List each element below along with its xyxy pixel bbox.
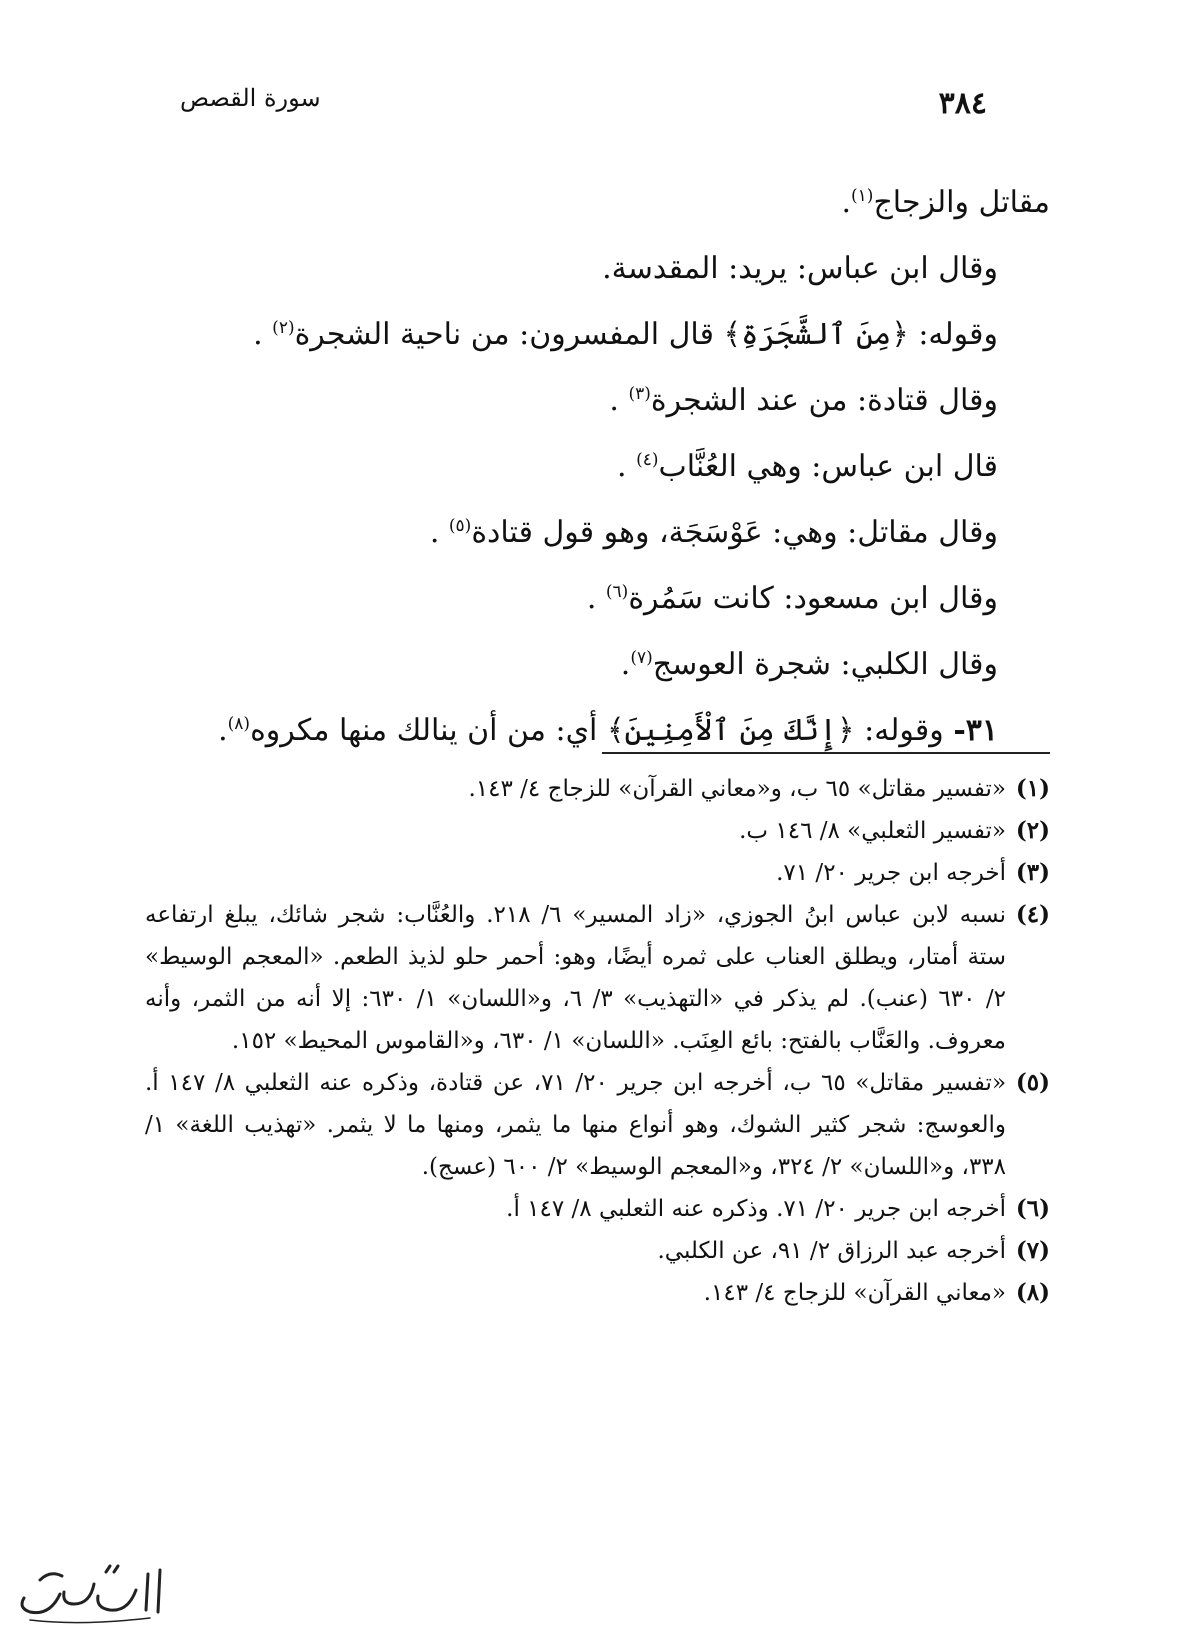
text-line-5: قال ابن عباس: وهي العُنَّاب$^{(٤)}$ . [617, 449, 998, 484]
footnotes [145, 768, 1050, 1314]
text-line-1: مقاتل والزجاج$^{(١)}$. [841, 185, 1050, 220]
footnote-ref-5[interactable]: (٥) [448, 516, 472, 536]
running-title: سورة القصص [180, 84, 321, 112]
footnote-ref-7[interactable]: (٧) [630, 648, 653, 668]
watermark-logo [10, 1560, 170, 1630]
footnote-7 [145, 1230, 1050, 1272]
footnote-mark: (٥) [1015, 1069, 1050, 1096]
quran-quote: ﴿إِنَّكَ مِنَ ٱلْأَمِنِينَ﴾ [606, 713, 855, 748]
text-line-7: وقال ابن مسعود: كانت سَمُرة$^{(٦)}$ . [586, 581, 998, 616]
footnote-2 [145, 810, 1050, 852]
text-line-8: وقال الكلبي: شجرة العوسج$^{(٧)}$. [620, 647, 998, 682]
footnote-mark: (٧) [1015, 1237, 1050, 1264]
footnote-text: نسبه لابن عباس ابنُ الجوزي، «زاد المسير» ٦/ ٢١٨. والعُنَّاب: شجر شائك، يبلغ ارتفاعه ستة أمتار، ويطلق العناب على ثمره أيضًا، وهو: أحمر حلو لذيذ الطعم. «المعجم الوسيط» ٢/ ٦٣٠ (عنب). لم يذكر في «التهذيب» ٣/ ٦، و«اللسان» ١/ ٦٣٠: إلا أنه من الثمر، وأنه معروف. والعَنَّاب بالفتح: بائع العِنَب. «اللسان» ١/ ٦٣٠، و«القاموس المحيط» ١٥٢. [145, 902, 1007, 1054]
footnote-divider [602, 752, 1050, 754]
footnote-1 [145, 768, 1050, 810]
footnote-text: أخرجه عبد الرزاق ٢/ ٩١، عن الكلبي. [657, 1238, 1006, 1264]
footnote-ref-1[interactable]: (١) [851, 186, 874, 206]
footnote-ref-6[interactable]: (٦) [605, 582, 629, 602]
page-header [180, 84, 987, 134]
verse-number: ٣١- [953, 713, 998, 748]
footnote-mark: (١) [1015, 775, 1050, 802]
footnote-mark: (٢) [1015, 817, 1050, 844]
footnote-8 [145, 1272, 1050, 1314]
text-line-9: ٣١- وقوله: ﴿إِنَّكَ مِنَ ٱلْأَمِنِينَ﴾ أي: من أن ينالك منها مكروه$^{(٨)}$. [218, 713, 998, 748]
footnote-text: «تفسير مقاتل» ٦٥ ب، أخرجه ابن جرير ٢٠/ ٧١، عن قتادة، وذكره عنه الثعلبي ٨/ ١٤٧ أ. والعوسج: شجر كثير الشوك، وهو أنواع منها ما يثمر، ومنها ما لا يثمر. «تهذيب اللغة» ١/ ٣٣٨، و«اللسان» ٢/ ٣٢٤، و«المعجم الوسيط» ٢/ ٦٠٠ (عسج). [145, 1070, 1007, 1180]
footnote-text: أخرجه ابن جرير ٢٠/ ٧١. [776, 860, 1006, 886]
footnote-mark: (٤) [1015, 901, 1050, 928]
footnote-mark: (٣) [1015, 859, 1050, 886]
footnote-6 [145, 1188, 1050, 1230]
footnote-ref-2[interactable]: (٢) [272, 318, 295, 338]
footnote-5 [145, 1062, 1050, 1188]
footnote-3 [145, 852, 1050, 894]
footnote-mark: (٨) [1015, 1279, 1050, 1306]
page-number: ٣٨٤ [938, 86, 987, 121]
text-line-3: وقوله: ﴿مِنَ ٱلشَّجَرَةِ﴾ قال المفسرون: من ناحية الشجرة$^{(٢)}$ . [253, 317, 998, 352]
footnote-text: أخرجه ابن جرير ٢٠/ ٧١. وذكره عنه الثعلبي ٨/ ١٤٧ أ. [506, 1196, 1006, 1222]
main-text [150, 170, 1050, 764]
footnote-text: «تفسير مقاتل» ٦٥ ب، و«معاني القرآن» للزجاج ٤/ ١٤٣. [468, 776, 1006, 802]
footnote-text: «تفسير الثعلبي» ٨/ ١٤٦ ب. [739, 818, 1006, 844]
text-line-4: وقال قتادة: من عند الشجرة$^{(٣)}$ . [609, 383, 998, 418]
quran-quote: ﴿مِنَ ٱلشَّجَرَةِ﴾ [723, 317, 909, 352]
footnote-text: «معاني القرآن» للزجاج ٤/ ١٤٣. [703, 1280, 1006, 1306]
footnote-4 [145, 894, 1050, 1062]
text-line-2: وقال ابن عباس: يريد: المقدسة. [602, 251, 998, 286]
footnote-ref-4[interactable]: (٤) [636, 450, 659, 470]
footnote-ref-3[interactable]: (٣) [628, 384, 651, 404]
footnote-mark: (٦) [1015, 1195, 1050, 1222]
text-line-6: وقال مقاتل: وهي: عَوْسَجَة، وهو قول قتادة$^{(٥)}$ . [429, 515, 998, 550]
footnote-ref-8[interactable]: (٨) [227, 714, 251, 734]
